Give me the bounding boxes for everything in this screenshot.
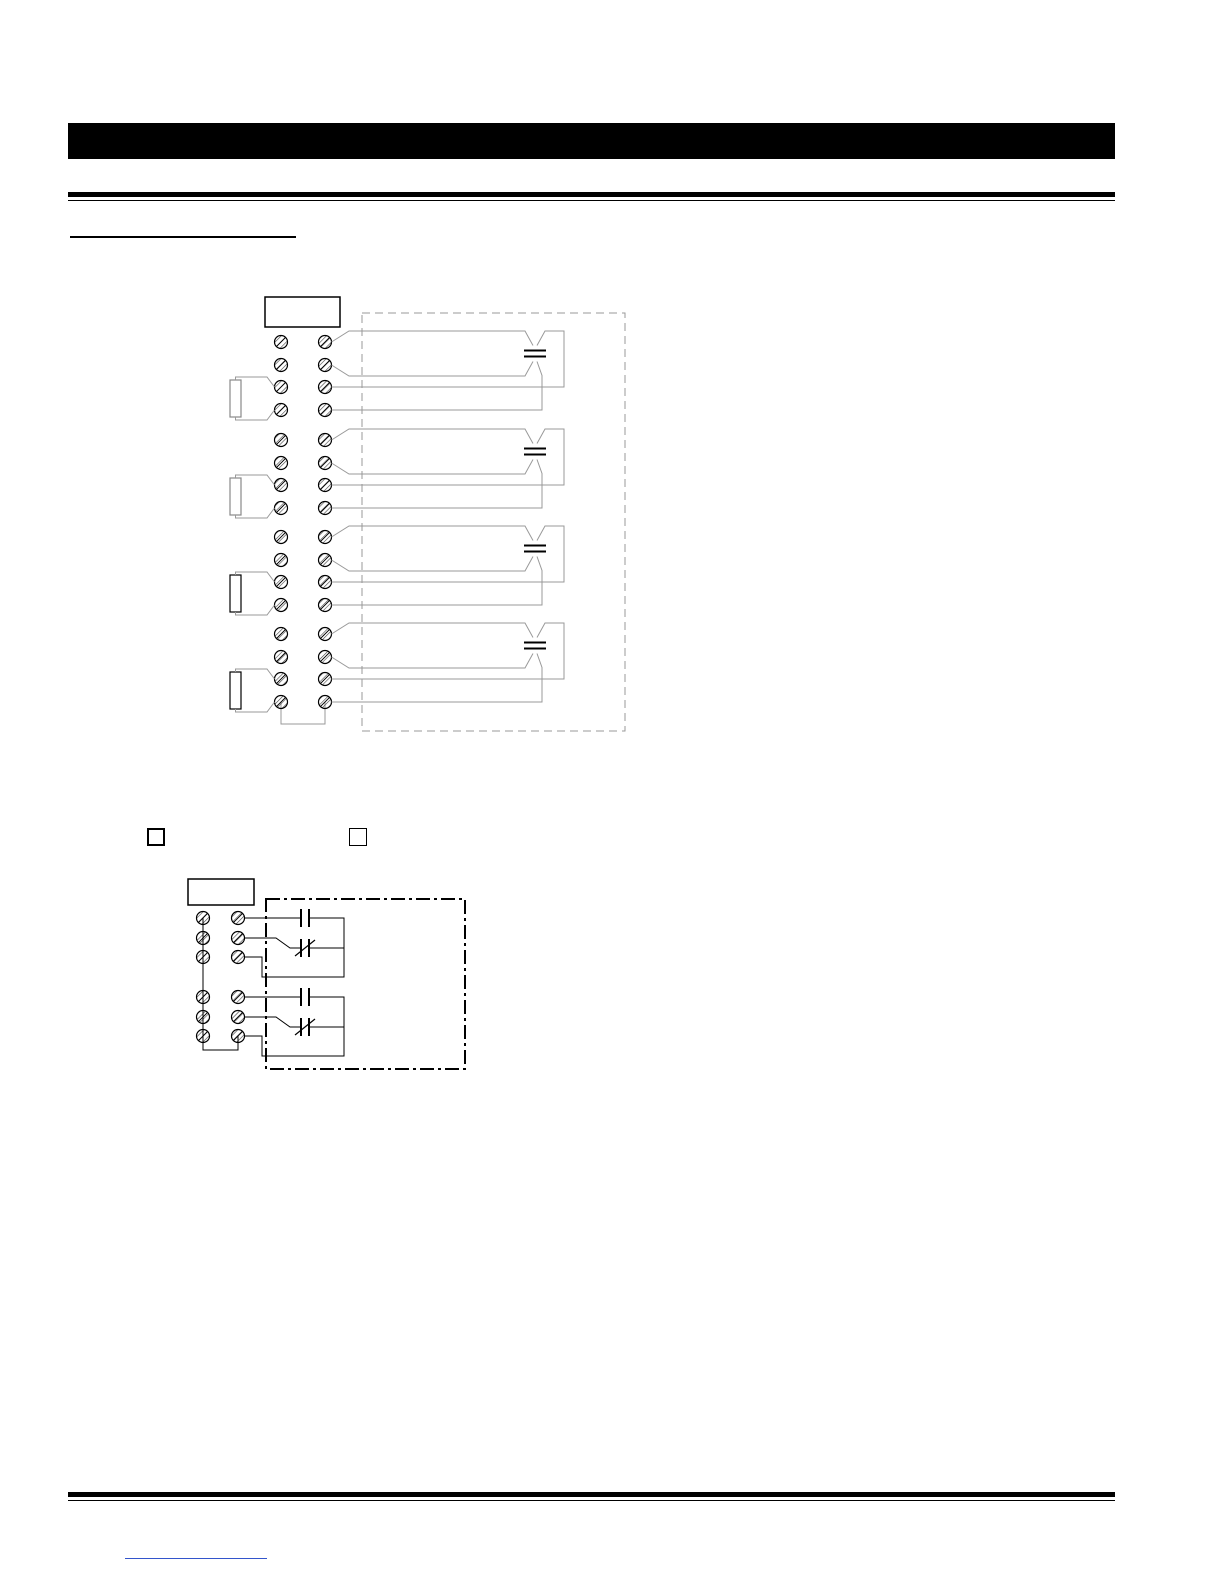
resistor — [230, 380, 241, 417]
resistor — [230, 672, 241, 709]
diagram-2 — [188, 879, 465, 1069]
field-wire — [332, 654, 543, 703]
terminal-strip — [197, 912, 245, 1043]
footer-rule-thick — [68, 1492, 1115, 1497]
field-wiring — [203, 909, 344, 1056]
option-checkbox-2[interactable] — [349, 828, 367, 846]
field-wire — [332, 362, 543, 411]
resistor — [230, 478, 241, 515]
footer-link[interactable] — [125, 1558, 267, 1559]
terminal-strip — [275, 336, 332, 709]
bottom-jumper — [281, 702, 325, 724]
resistor — [230, 575, 241, 612]
terminal-block-label-box — [265, 297, 340, 327]
field-wire — [332, 460, 543, 509]
contact-wire — [245, 1017, 302, 1027]
footer-rule-thin — [68, 1500, 1115, 1501]
field-wire — [332, 557, 543, 606]
terminal-block-label-box — [188, 879, 254, 905]
diagram-1 — [230, 297, 625, 731]
contact-wire — [245, 938, 302, 948]
field-device-boundary — [266, 899, 465, 1069]
option-checkbox-1[interactable] — [147, 828, 165, 846]
